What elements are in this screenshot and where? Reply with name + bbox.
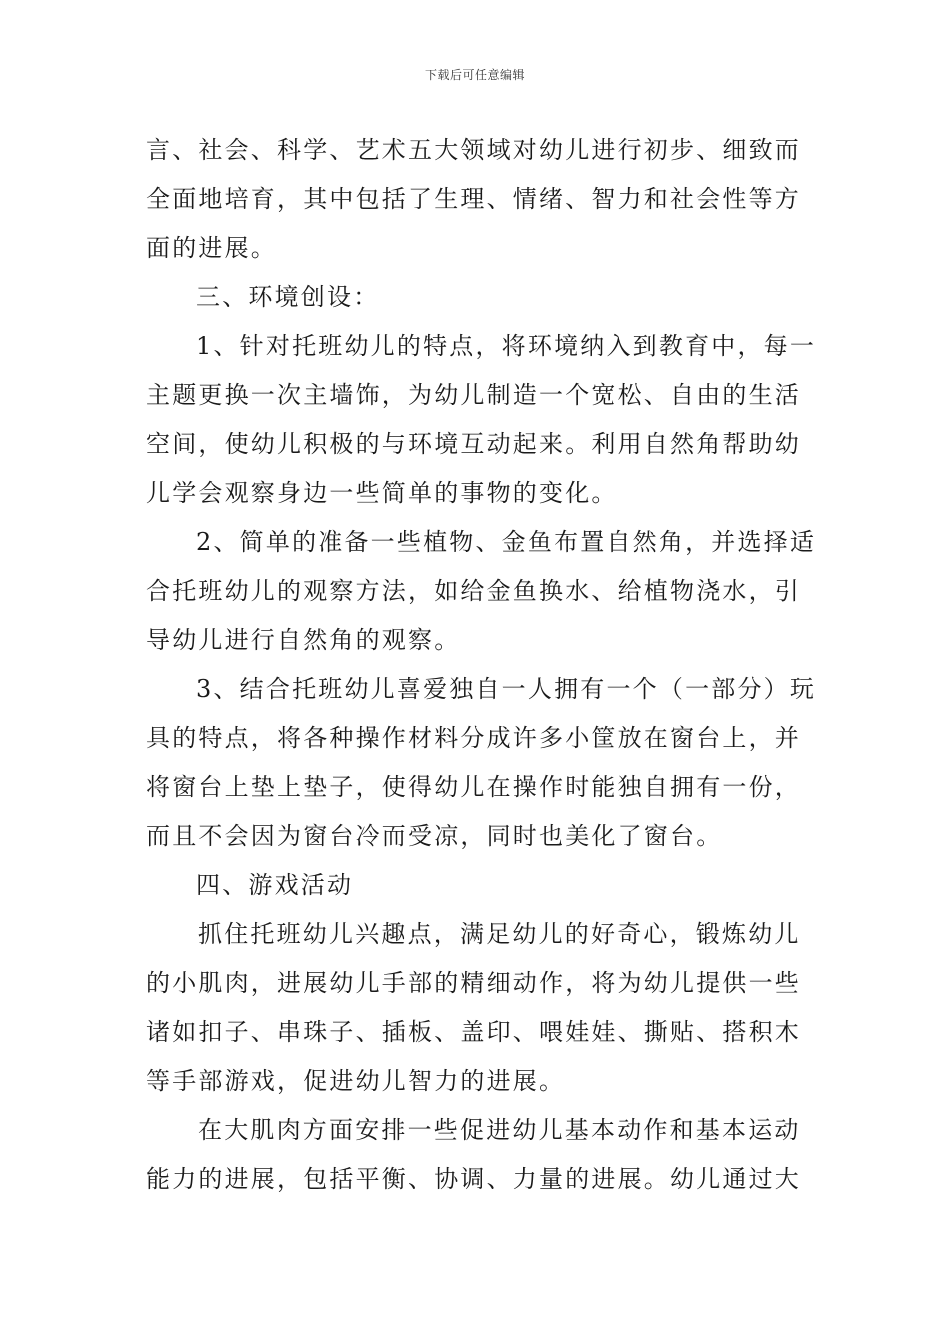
text-line: 在大肌肉方面安排一些促进幼儿基本动作和基本运动 [198,1116,801,1144]
text-line: 将窗台上垫上垫子，使得幼儿在操作时能独自拥有一份， [146,773,801,801]
text-line: 合托班幼儿的观察方法，如给金鱼换水、给植物浇水，引 [146,577,801,605]
text-line: 言、社会、科学、艺术五大领域对幼儿进行初步、细致而 [146,136,801,164]
text-line: 而且不会因为窗台冷而受凉，同时也美化了窗台。 [146,822,723,850]
text-line: 2、简单的准备一些植物、金鱼布置自然角，并选择适 [196,528,817,556]
text-line: 的小肌肉，进展幼儿手部的精细动作，将为幼儿提供一些 [146,969,801,997]
document-body [146,126,817,1204]
text-line: 空间，使幼儿积极的与环境互动起来。利用自然角帮助幼 [146,430,801,458]
section-heading: 三、环境创设： [196,283,380,311]
text-line: 能力的进展，包括平衡、协调、力量的进展。幼儿通过大 [146,1165,801,1193]
text-line: 全面地培育，其中包括了生理、情绪、智力和社会性等方 [146,185,801,213]
text-line: 3、结合托班幼儿喜爱独自一人拥有一个（一部分）玩 [196,675,817,703]
text-line: 具的特点，将各种操作材料分成许多小筐放在窗台上，并 [146,724,801,752]
text-line: 主题更换一次主墙饰，为幼儿制造一个宽松、自由的生活 [146,381,801,409]
section-heading: 四、游戏活动 [196,871,354,899]
text-line: 1、针对托班幼儿的特点，将环境纳入到教育中，每一 [196,332,817,360]
page-header: 下载后可任意编辑 [424,68,525,82]
text-line: 抓住托班幼儿兴趣点，满足幼儿的好奇心，锻炼幼儿 [198,920,801,948]
text-line: 儿学会观察身边一些简单的事物的变化。 [146,479,618,507]
text-line: 导幼儿进行自然角的观察。 [146,626,461,654]
text-line: 面的进展。 [146,234,277,262]
text-line: 等手部游戏，促进幼儿智力的进展。 [146,1067,566,1095]
text-line: 诸如扣子、串珠子、插板、盖印、喂娃娃、撕贴、搭积木 [146,1018,801,1046]
